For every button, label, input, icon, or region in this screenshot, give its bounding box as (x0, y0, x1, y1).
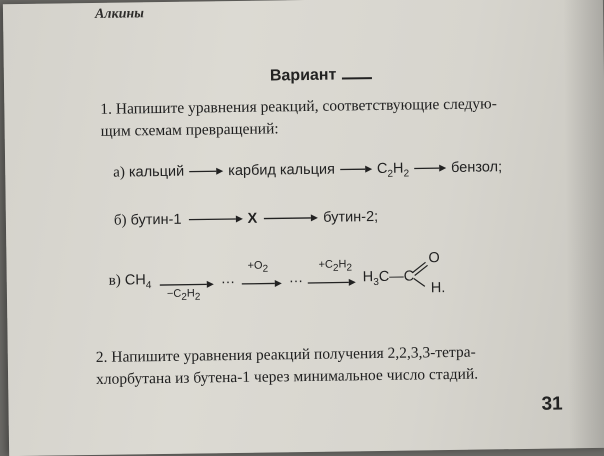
scheme-a-calcium-carbide: карбид кальция (228, 162, 335, 179)
arrow-icon (307, 277, 357, 288)
scheme-c-product: $H_3C—C$ (363, 268, 415, 288)
variant-title (270, 65, 373, 85)
scheme-c-label: в) (109, 273, 121, 289)
section-header: Алкины (95, 6, 144, 23)
scheme-c-dots-2: … (289, 270, 304, 286)
aldehyde-oxygen: O (428, 250, 440, 266)
arrow-icon (188, 166, 224, 177)
variant-blank-line (342, 65, 372, 79)
textbook-page (3, 0, 604, 456)
aldehyde-hydrogen: H. (431, 280, 446, 296)
task-1-text (100, 93, 551, 143)
scheme-a-calcium: кальций (129, 164, 184, 181)
task-1-line-1: 1. Напишите уравнения реакций, соответствующие следую- (100, 93, 550, 121)
scheme-b-intermediate-x: X (247, 211, 257, 227)
task-2-line-1: 2. Напишите уравнения реакций получения 2,2,3,3-тетра- (96, 341, 556, 369)
scheme-c-dots-1: … (221, 271, 236, 287)
scheme-b-butyne-2: бутин-2; (323, 209, 378, 226)
scheme-a-acetylene: $C_2H_2$ (377, 161, 409, 177)
scheme-b-butyne-1: бутин-1 (130, 212, 181, 229)
task-2-line-2: хлорбутана из бутена-1 через минимальное число стадий. (96, 363, 556, 391)
scheme-b-label: б) (114, 213, 127, 229)
arrow-icon (413, 163, 447, 173)
variant-label: Вариант (270, 67, 337, 85)
arrow-icon (339, 164, 373, 174)
scheme-a (113, 159, 502, 183)
page-number: 31 (541, 393, 562, 415)
scheme-a-benzene: бензол; (451, 159, 502, 176)
scheme-c-above-3: $+C_2H_2$ (318, 258, 352, 274)
page-shadow (563, 0, 604, 448)
scheme-c-methane: $CH_4$ (125, 272, 152, 288)
task-1-line-2: щим схемам превращений: (101, 115, 551, 143)
arrow-icon (185, 214, 243, 225)
arrow-icon (241, 278, 283, 289)
scheme-a-label: а) (113, 165, 125, 181)
arrow-icon (261, 213, 319, 224)
task-2-text (96, 341, 557, 391)
scheme-b (114, 209, 378, 230)
scheme-c (109, 272, 152, 291)
scheme-c-above-2: $+O_2$ (247, 260, 268, 275)
scheme-c-below-1: $-C_2H_2$ (167, 287, 201, 303)
